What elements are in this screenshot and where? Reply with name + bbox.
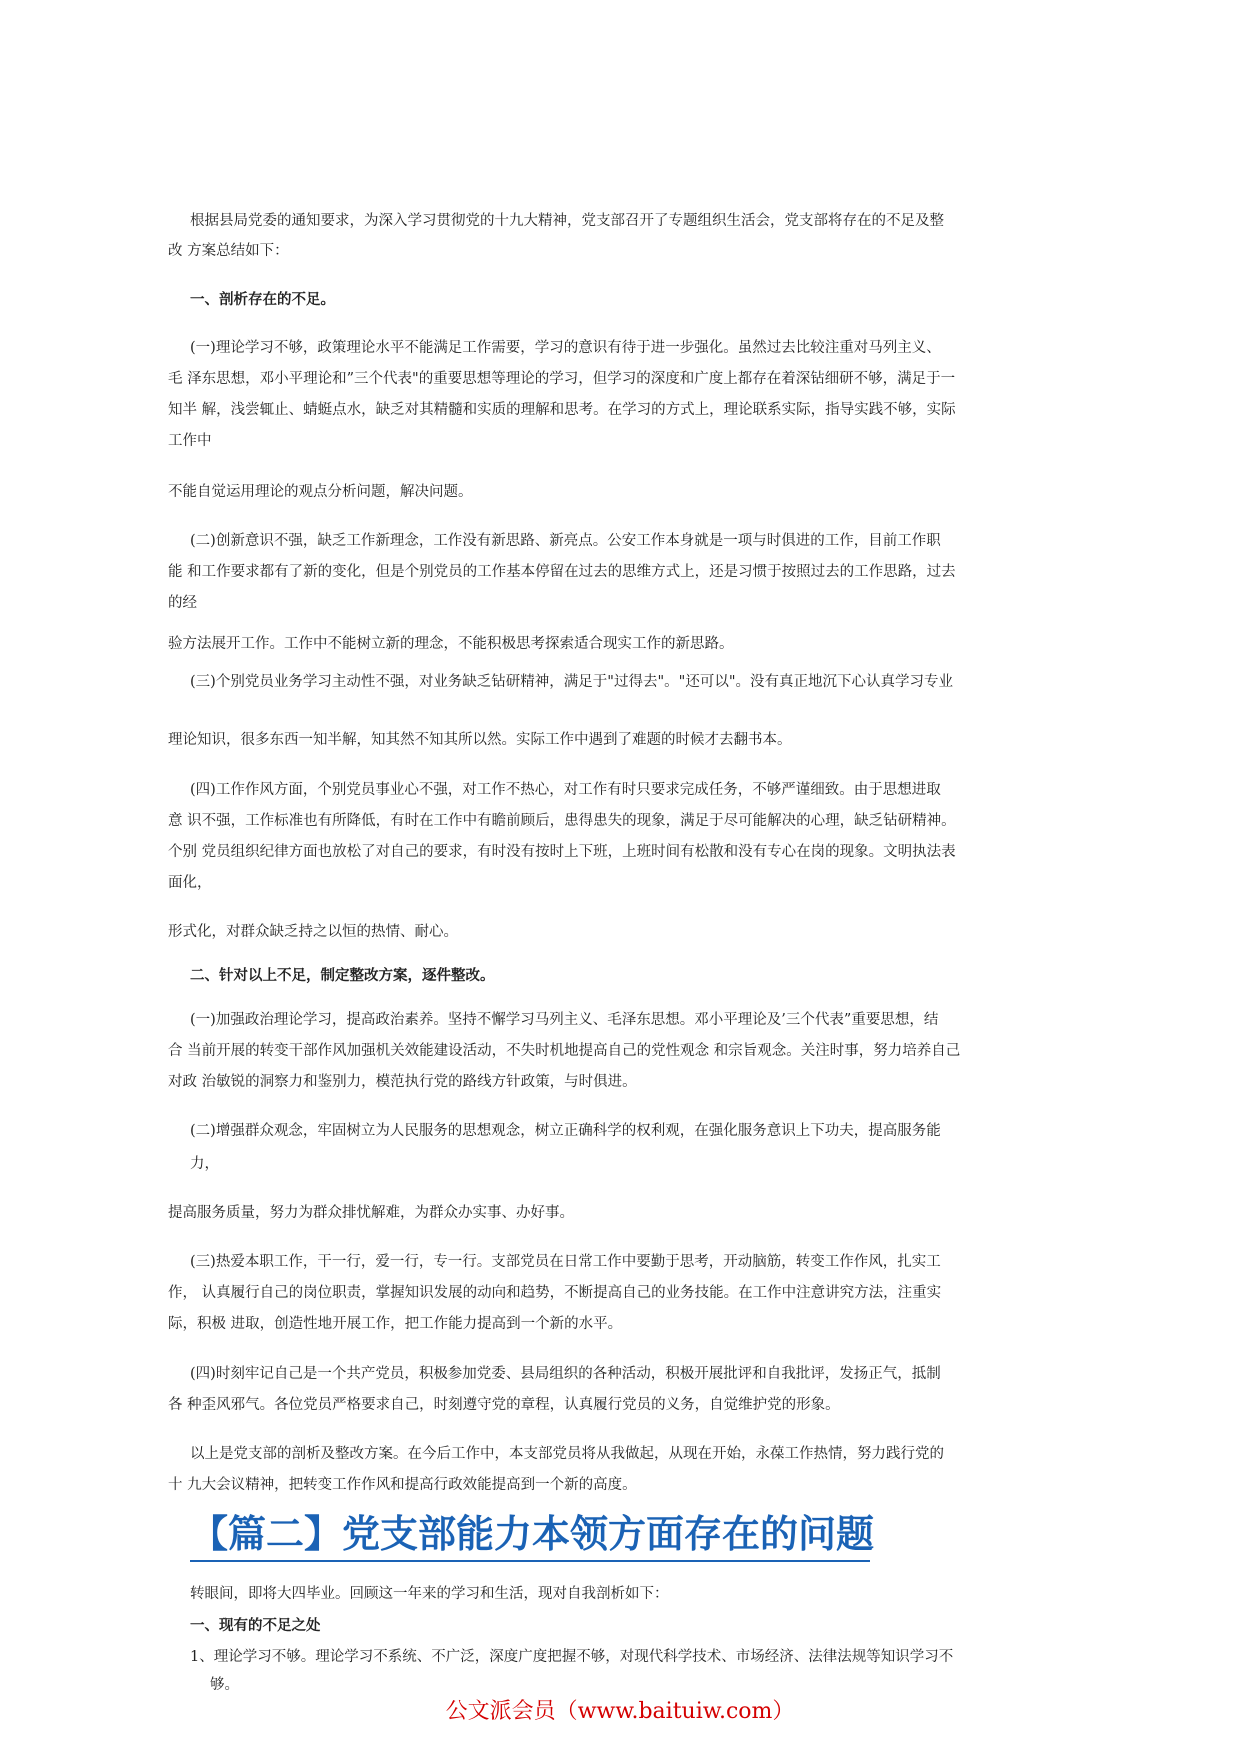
intro-line-2: 改 方案总结如下： — [168, 243, 289, 259]
para-1-line-5: 不能自觉运用理论的观点分析问题，解决问题。 — [168, 484, 473, 500]
para-9-line-1: 以上是党支部的剖析及整改方案。在今后工作中，本支部党员将从我做起，从现在开始，永葆工作热情，努力践行党的 — [190, 1446, 944, 1462]
para-3-line-2: 理论知识，很多东西一知半解，知其然不知其所以然。实际工作中遇到了难题的时候才去翻书本。 — [168, 732, 792, 748]
intro-line-1: 根据县局党委的通知要求，为深入学习贯彻党的十九大精神，党支部召开了专题组织生活会，党支部将存在的不足及整 — [190, 213, 944, 229]
para-4-line-5: 形式化，对群众缺乏持之以恒的热情、耐心。 — [168, 924, 458, 940]
para-10-line-1: 转眼间，即将大四毕业。回顾这一年来的学习和生活，现对自我剖析如下： — [190, 1586, 669, 1602]
section-heading-3: 一、现有的不足之处 — [190, 1618, 321, 1634]
para-1-line-1: (一)理论学习不够，政策理论水平不能满足工作需要，学习的意识有待于进一步强化。虽然过去比较注重对马列主义、 — [190, 340, 941, 356]
para-6-line-2: 力， — [190, 1156, 219, 1172]
para-9-line-2: 十 九大会议精神，把转变工作作风和提高行政效能提高到一个新的高度。 — [168, 1477, 637, 1493]
para-7-line-1: (三)热爱本职工作，干一行，爱一行，专一行。支部党员在日常工作中要勤于思考，开动脑筋，转变工作作风，扎实工 — [190, 1254, 941, 1270]
para-7-line-2: 作， 认真履行自己的岗位职责，掌握知识发展的动向和趋势，不断提高自己的业务技能。在工作中注意讲究方法，注重实 — [168, 1285, 942, 1301]
para-11-line-1: 1、理论学习不够。理论学习不系统、不广泛，深度广度把握不够，对现代科学技术、市场经济、法律法规等知识学习不 — [190, 1649, 954, 1665]
para-5-line-1: (一)加强政治理论学习，提高政治素养。坚持不懈学习马列主义、毛泽东思想。邓小平理论及’三个代表”重要思想，结 — [190, 1012, 939, 1028]
para-8-line-2: 各 种歪风邪气。各位党员严格要求自己，时刻遵守党的章程，认真履行党员的义务，自觉维护党的形象。 — [168, 1397, 840, 1413]
para-6-line-1: (二)增强群众观念，牢固树立为人民服务的思想观念，树立正确科学的权利观，在强化服务意识上下功夫，提高服务能 — [190, 1123, 941, 1139]
para-3-line-1: (三)个别党员业务学习主动性不强，对业务缺乏钻研精神，满足于"过得去"。"还可以"。没有真正地沉下心认真学习专业 — [190, 674, 953, 690]
para-2-line-2: 能 和工作要求都有了新的变化，但是个别党员的工作基本停留在过去的思维方式上，还是习惯于按照过去的工作思路，过去 — [168, 564, 956, 580]
para-1-line-2: 毛 泽东思想，邓小平理论和”三个代表"的重要思想等理论的学习，但学习的深度和广度上都存在着深钻细研不够，满足于一 — [168, 371, 956, 387]
para-8-line-1: (四)时刻牢记自己是一个共产党员，积极参加党委、县局组织的各种活动，积极开展批评和自我批评，发扬正气，抵制 — [190, 1366, 941, 1382]
para-1-line-4: 工作中 — [168, 433, 212, 449]
para-4-line-1: (四)工作作风方面，个别党员事业心不强，对工作不热心，对工作有时只要求完成任务，不够严谨细致。由于思想进取 — [190, 782, 941, 798]
para-4-line-4: 面化， — [168, 875, 212, 891]
para-5-line-2: 合 当前开展的转变干部作风加强机关效能建设活动，不失时机地提高自己的党性观念 和宗旨观念。关注时事，努力培养自己 — [168, 1043, 961, 1059]
para-11-line-2: 够。 — [210, 1677, 239, 1693]
para-4-line-3: 个别 党员组织纪律方面也放松了对自己的要求，有时没有按时上下班，上班时间有松散和没有专心在岗的现象。文明执法表 — [168, 844, 956, 860]
para-1-line-3: 知半 解，浅尝辄止、蜻蜓点水，缺乏对其精髓和实质的理解和思考。在学习的方式上，理论联系实际，指导实践不够，实际 — [168, 402, 956, 418]
section-heading-2: 二、针对以上不足，制定整改方案，逐件整改。 — [190, 968, 495, 984]
para-7-line-3: 际，积极 进取，创造性地开展工作，把工作能力提高到一个新的水平。 — [168, 1316, 623, 1332]
para-2-line-1: (二)创新意识不强，缺乏工作新理念，工作没有新思路、新亮点。公安工作本身就是一项与时俱进的工作，目前工作职 — [190, 533, 941, 549]
footer-watermark: 公文派会员（www.baituiw.com） — [445, 1699, 795, 1724]
para-4-line-2: 意 识不强，工作标准也有所降低，有时在工作中有瞻前顾后，患得患失的现象，满足于尽可能解决的心理，缺乏钻研精神。 — [168, 813, 956, 829]
para-5-line-3: 对政 治敏锐的洞察力和鉴别力，模范执行党的路线方针政策，与时俱进。 — [168, 1074, 637, 1090]
section-heading-1: 一、剖析存在的不足。 — [190, 292, 335, 308]
para-6-line-3: 提高服务质量，努力为群众排忧解难，为群众办实事、办好事。 — [168, 1205, 574, 1221]
para-2-line-3: 的经 — [168, 595, 197, 611]
para-2-line-4: 验方法展开工作。工作中不能树立新的理念，不能积极思考探索适合现实工作的新思路。 — [168, 636, 734, 652]
section-title-part-two: 【篇二】党支部能力本领方面存在的问题 — [190, 1508, 870, 1562]
